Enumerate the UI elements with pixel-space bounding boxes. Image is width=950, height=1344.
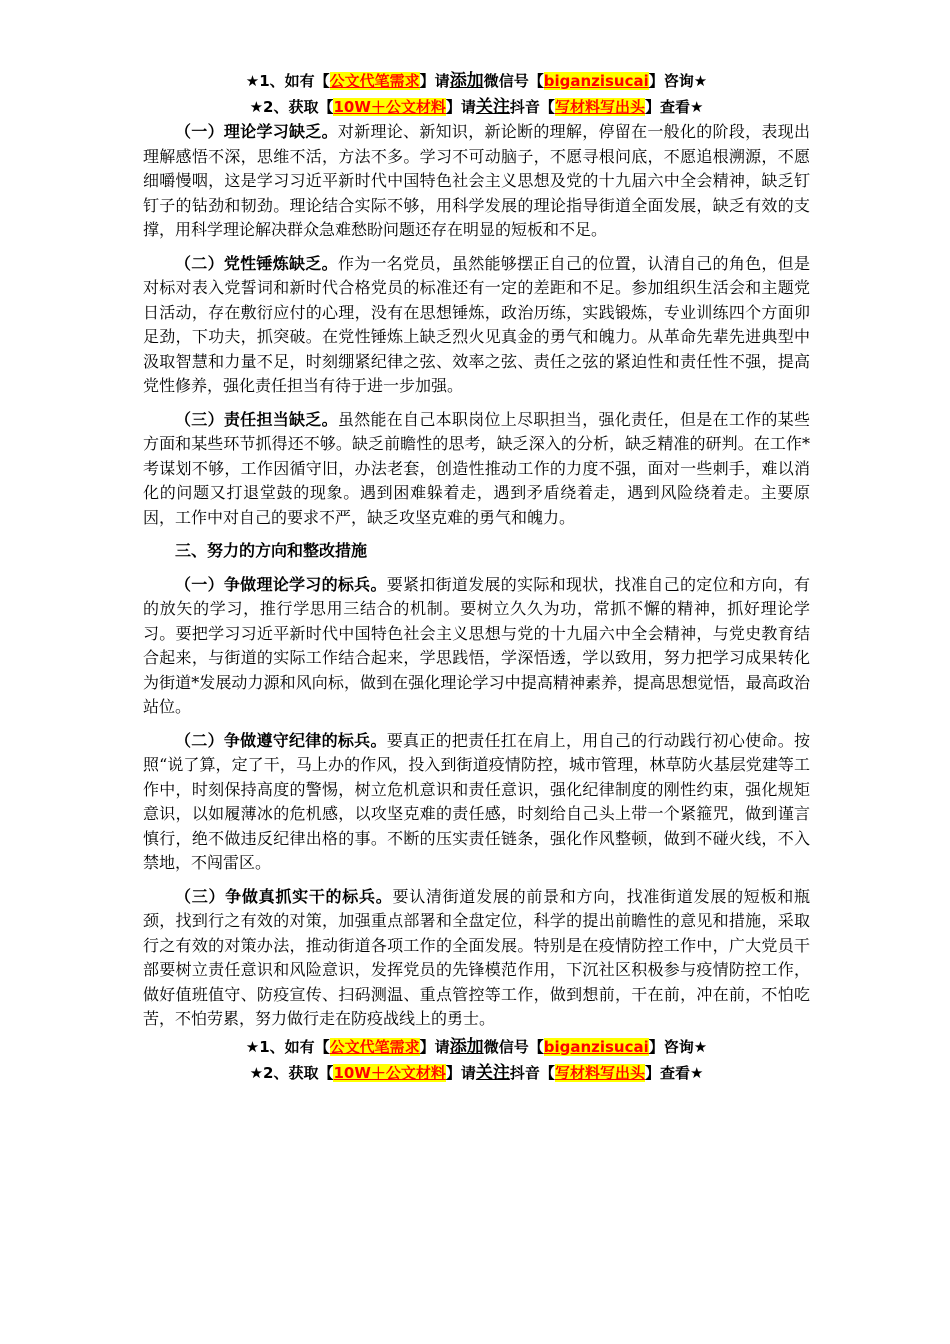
paragraph-lead: （三）争做真抓实干的标兵。 (175, 886, 393, 906)
banner-text: 】请 (419, 1037, 450, 1056)
banner-line-2 (143, 1060, 810, 1086)
paragraph-text: 要真正的把责任扛在肩上，用自己的行动践行初心使命。按照“说了算，定了干，马上办的作风，投入到街道疫情防控，城市管理，林草防火基层党建等工作中，时刻保持高度的警惕，树立危机意识和责任意识，强化纪律制度的刚性约束，强化规矩意识，以如履薄冰的危机感，以攻坚克难的责任感，时刻给自己头上带一个紧箍咒，做到谨言慎行，绝不做违反纪律出格的事。不断的压实责任链条，强化作风整顿，做到不碰火线，不入禁地，不闯雷区。 (143, 730, 810, 872)
paragraph-text: 对新理论、新知识，新论断的理解，停留在一般化的阶段，表现出理解感悟不深，思维不活，方法不多。学习不可动脑子，不愿寻根问底，不愿追根溯源，不愿细嚼慢咽，这是学习习近平新时代中国特色社会主义思想及党的十九届六中全会精神，缺乏钉钉子的钻劲和韧劲。理论结合实际不够，用科学发展的理论指导街道全面发展，缺乏有效的支撑，用科学理论解决群众急难愁盼问题还存在明显的短板和不足。 (143, 122, 810, 239)
banner-text: 】请 (419, 72, 450, 90)
banner-text: 】咨询★ (648, 72, 708, 90)
paragraph-text: 虽然能在自己本职岗位上尽职担当，强化责任，但是在工作的某些方面和某些环节抓得还不够。缺乏前瞻性的思考，缺乏深入的分析，缺乏精准的研判。在工作*考谋划不够，工作因循守旧，办法老套，创造性推动工作的力度不强，面对一些刺手，难以消化的问题又打退堂鼓的现象。遇到困难躲着走，遇到矛盾绕着走，遇到风险绕着走。主要原因，工作中对自己的要求不严，缺乏攻坚克难的勇气和魄力。 (143, 409, 810, 527)
banner-highlight: 公文代笔需求 (329, 1037, 420, 1056)
banner-text: 】请 (445, 1063, 476, 1082)
banner-text: 】查看★ (644, 98, 704, 116)
banner-highlight: 写材料写出头 (554, 1063, 645, 1082)
banner-text: 微信号【 (483, 1037, 544, 1056)
bottom-banner (143, 1034, 810, 1086)
banner-text: 抖音【 (509, 98, 555, 116)
banner-line-1 (143, 1034, 810, 1060)
paragraph-lead: （二）党性锤炼缺乏。 (175, 253, 338, 273)
banner-line-2 (143, 94, 810, 120)
banner-emphasis: 关注 (475, 97, 510, 117)
banner-highlight: 10W＋公文材料 (333, 1063, 446, 1082)
banner-text: ★2、获取【 (249, 1063, 334, 1082)
banner-text: 】请 (445, 98, 476, 116)
paragraph-lead: （一）理论学习缺乏。 (175, 122, 338, 141)
paragraph (143, 408, 810, 531)
banner-text: 抖音【 (509, 1063, 555, 1082)
top-banner (143, 68, 810, 120)
banner-text: 微信号【 (483, 72, 544, 90)
banner-emphasis: 关注 (475, 1062, 510, 1083)
paragraph (143, 252, 810, 399)
banner-emphasis: 添加 (449, 1036, 484, 1057)
banner-text: ★1、如有【 (245, 72, 330, 90)
banner-highlight: 写材料写出头 (554, 98, 645, 116)
paragraph (143, 120, 810, 243)
banner-highlight: biganzisucai (543, 1037, 649, 1056)
banner-emphasis: 添加 (449, 71, 484, 91)
banner-text: ★1、如有【 (245, 1037, 330, 1056)
paragraph-text: 作为一名党员，虽然能够摆正自己的位置，认清自己的角色，但是对标对表入党誓词和新时代合格党员的标准还有一定的差距和不足。参加组织生活会和主题党日活动，存在敷衍应付的心理，没有在思想锤炼，政治历练，实践锻炼，专业训练四个方面卯足劲，下功夫，抓突破。在党性锤炼上缺乏烈火见真金的勇气和魄力。从革命先辈先进典型中汲取智慧和力量不足，时刻绷紧纪律之弦、效率之弦、责任之弦的紧迫性和责任性不强，提高党性修养，强化责任担当有待于进一步加强。 (143, 253, 810, 395)
paragraph-lead: （一）争做理论学习的标兵。 (175, 574, 387, 594)
paragraph (143, 729, 810, 876)
paragraph-lead: （三）责任担当缺乏。 (175, 409, 338, 429)
banner-line-1 (143, 68, 810, 94)
paragraph (143, 885, 810, 1032)
banner-text: 】咨询★ (648, 1037, 708, 1056)
paragraph-text: 要认清街道发展的前景和方向，找准街道发展的短板和瓶颈，找到行之有效的对策，加强重点部署和全盘定位，科学的提出前瞻性的意见和措施，采取行之有效的对策办法，推动街道各项工作的全面发展。特别是在疫情防控工作中，广大党员干部要树立责任意识和风险意识，发挥党员的先锋模范作用，下沉社区积极参与疫情防控工作，做好值班值守、防疫宣传、扫码测温、重点管控等工作，做到想前，干在前，冲在前，不怕吃苦，不怕劳累，努力做行走在防疫战线上的勇士。 (143, 886, 810, 1028)
banner-highlight: 公文代笔需求 (329, 72, 420, 90)
banner-text: ★2、获取【 (249, 98, 334, 116)
section-heading: 三、努力的方向和整改措施 (175, 541, 368, 560)
banner-highlight: biganzisucai (543, 72, 649, 90)
paragraph (143, 573, 810, 720)
paragraph-lead: （二）争做遵守纪律的标兵。 (175, 730, 387, 750)
paragraph-text: 要紧扣街道发展的实际和现状，找准自己的定位和方向，有的放矢的学习，推行学思用三结合的机制。要树立久久为功，常抓不懈的精神，抓好理论学习。要把学习习近平新时代中国特色社会主义思想与党的十九届六中全会精神，与党史教育结合起来，与街道的实际工作结合起来，学思践悟，学深悟透，学以致用，努力把学习成果转化为街道*发展动力源和风向标，做到在强化理论学习中提高精神素养，提高思想觉悟，最高政治站位。 (143, 574, 810, 716)
banner-text: 】查看★ (644, 1063, 704, 1082)
banner-highlight: 10W＋公文材料 (333, 98, 446, 116)
